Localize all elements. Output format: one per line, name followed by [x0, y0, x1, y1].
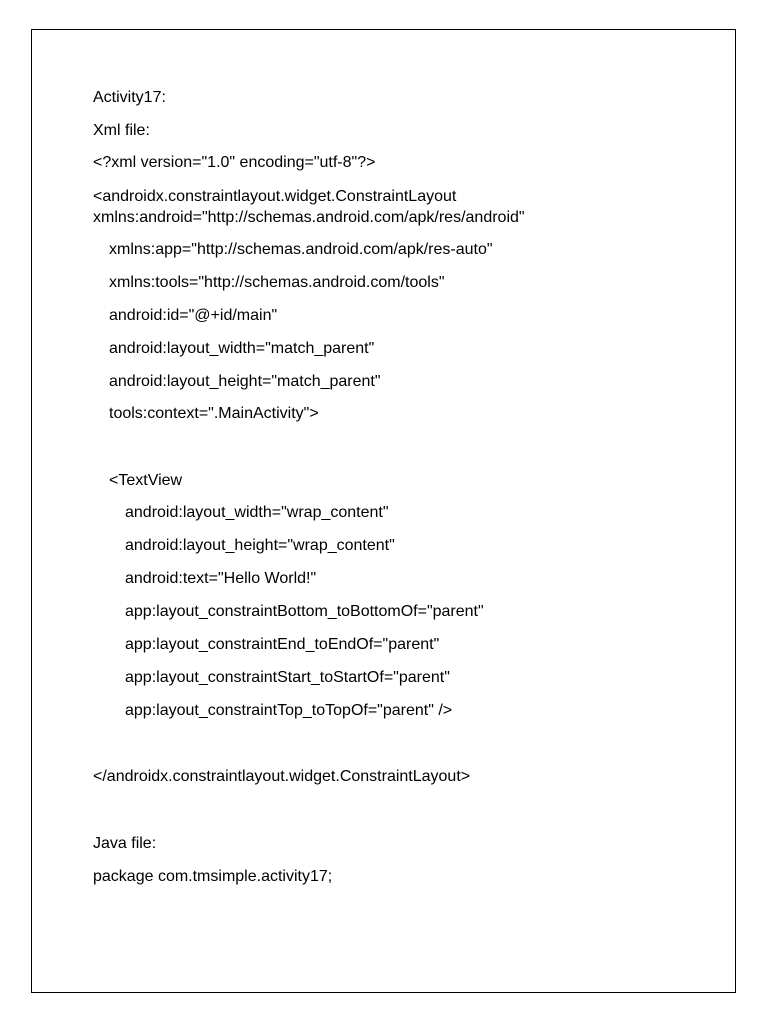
root-attr-line: xmlns:tools="http://schemas.android.com/tools" — [109, 274, 445, 291]
textview-attr-line: android:layout_height="wrap_content" — [125, 537, 395, 554]
textview-attr-line: app:layout_constraintTop_toTopOf="parent" /> — [125, 702, 453, 719]
textview-attr-line: app:layout_constraintEnd_toEndOf="parent" — [125, 636, 440, 653]
root-attr-line: tools:context=".MainActivity"> — [109, 405, 319, 422]
textview-attr-line: android:layout_width="wrap_content" — [125, 504, 389, 521]
java-package-line: package com.tmsimple.activity17; — [93, 868, 333, 885]
textview-open: <TextView — [109, 472, 183, 489]
root-attr-line: android:layout_height="match_parent" — [109, 373, 381, 390]
root-attr-line: xmlns:app="http://schemas.android.com/apk/res-auto" — [109, 241, 493, 258]
root-element-close: </androidx.constraintlayout.widget.ConstraintLayout> — [93, 768, 471, 785]
root-attr-line: android:id="@+id/main" — [109, 307, 278, 324]
root-xmlns-android: xmlns:android="http://schemas.android.com/apk/res/android" — [93, 209, 525, 226]
java-file-heading: Java file: — [93, 835, 157, 852]
xml-file-heading: Xml file: — [93, 122, 150, 139]
activity-title: Activity17: — [93, 89, 166, 106]
root-element-open: <androidx.constraintlayout.widget.ConstraintLayout — [93, 188, 457, 205]
textview-attr-line: android:text="Hello World!" — [125, 570, 317, 587]
xml-declaration: <?xml version="1.0" encoding="utf-8"?> — [93, 154, 376, 171]
textview-attr-line: app:layout_constraintBottom_toBottomOf="parent" — [125, 603, 484, 620]
textview-attr-line: app:layout_constraintStart_toStartOf="parent" — [125, 669, 450, 686]
root-attr-line: android:layout_width="match_parent" — [109, 340, 375, 357]
